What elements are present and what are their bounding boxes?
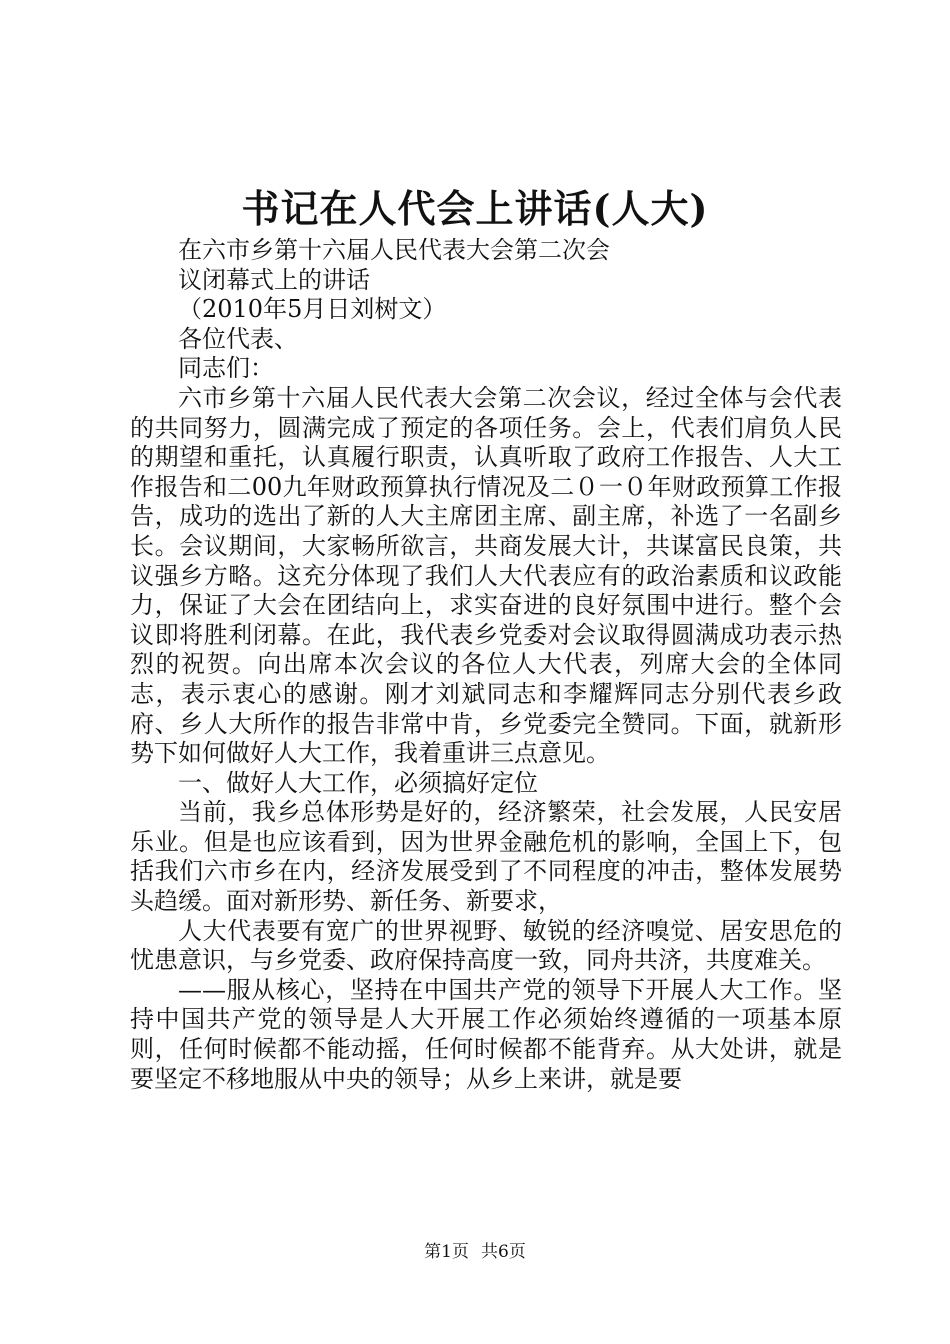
document-body xyxy=(130,236,842,1094)
document-title: 书记在人代会上讲话(人大) xyxy=(241,186,709,231)
salutation-line: 同志们： xyxy=(178,354,274,383)
date-line: （2010年5月日刘树文） xyxy=(178,295,447,324)
paragraph: 当前，我乡总体形势是好的，经济繁荣，社会发展，人民安居乐业。但是也应该看到，因为世界金融危机的影响，全国上下，包括我们六市乡在内，经济发展受到了不同程度的冲击，整体发展势头趋缓。面对新形势、新任务、新要求， xyxy=(130,798,842,916)
heading-line: 在六市乡第十六届人民代表大会第二次会 xyxy=(178,236,610,264)
paragraph: ——服从核心，坚持在中国共产党的领导下开展人大工作。坚持中国共产党的领导是人大开展工作必须始终遵循的一项基本原则，任何时候都不能动摇，任何时候都不能背弃。从大处讲，就是要坚定不移地服从中央的领导；从乡上来讲，就是要 xyxy=(130,975,842,1093)
salutation-line: 各位代表、 xyxy=(178,324,298,353)
section-heading: 一、做好人大工作，必须搞好定位 xyxy=(178,768,538,797)
heading-line: 议闭幕式上的讲话 xyxy=(178,265,370,294)
paragraph: 六市乡第十六届人民代表大会第二次会议，经过全体与会代表的共同努力，圆满完成了预定的各项任务。会上，代表们肩负人民的期望和重托，认真履行职责，认真听取了政府工作报告、人大工作报告和二00九年财政预算执行情况及二０一０年财政预算工作报告，成功的选出了新的人大主席团主席、副主席，补选了一名副乡长。会议期间，大家畅所欲言，共商发展大计，共谋富民良策，共议强乡方略。这充分体现了我们人大代表应有的政治素质和议政能力，保证了大会在团结向上，求实奋进的良好氛围中进行。整个会议即将胜利闭幕。在此，我代表乡党委对会议取得圆满成功表示热烈的祝贺。向出席本次会议的各位人大代表，列席大会的全体同志，表示衷心的感谢。刚才刘斌同志和李耀辉同志分别代表乡政府、乡人大所作的报告非常中肯，乡党委完全赞同。下面，就新形势下如何做好人大工作，我着重讲三点意见。 xyxy=(130,383,842,768)
page-footer xyxy=(0,1240,950,1264)
page-total: 共6页 xyxy=(481,1242,526,1262)
page-number: 第1页 xyxy=(424,1242,469,1262)
paragraph: 人大代表要有宽广的世界视野、敏锐的经济嗅觉、居安思危的忧患意识，与乡党委、政府保持高度一致，同舟共济，共度难关。 xyxy=(130,916,842,975)
